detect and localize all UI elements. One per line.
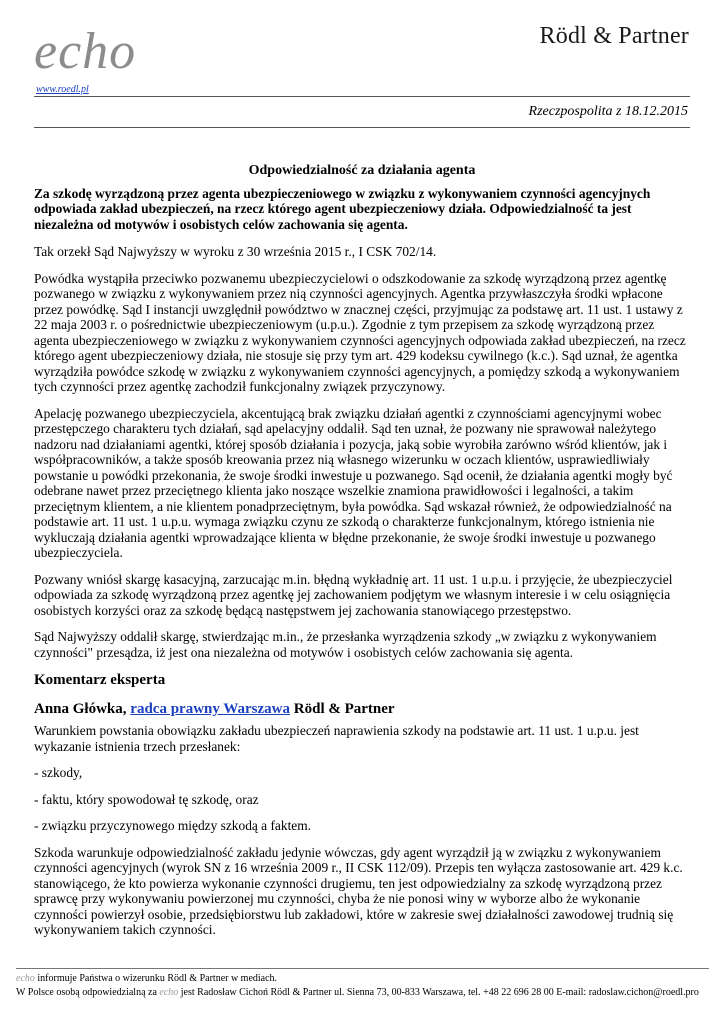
article-body — [34, 163, 690, 949]
footer-echo-mark: echo — [16, 973, 35, 984]
article-paragraph: Tak orzekł Sąd Najwyższy w wyroku z 30 września 2015 r., I CSK 702/14. — [34, 244, 437, 259]
header-divider — [34, 96, 690, 97]
footer-line-2-text: jest Radosław Cichoń Rödl & Partner ul. Sienna 73, 00-833 Warszawa, tel. +48 22 696 28 00 E-mail: radoslaw.cichon@roedl.pro — [180, 987, 699, 998]
comment-paragraph: Szkoda warunkuje odpowiedzialność zakładu jedynie wówczas, gdy agent wyrządził ją w związku z wykonywaniem czynności agencyjnych (wyrok SN z 16 września 2009 r., II CSK 112/09). Przepis ten wyłącza zastosowanie art. 429 k.c. stanowiącego, że kto powierza wykonanie czynności drugiemu, ten jest odpowiedzialny za szkodę wyrządzoną przez sprawcę przy wykonywaniu powierzonej mu czynności, chyba że nie ponosi winy w wyborze albo że wykonanie czynności powierzył osobie, przedsiębiorstwu lub zakładowi, które w zakresie swej działalności zawodowej trudnią się wykonywaniem takich czynności. — [34, 844, 683, 937]
comment-list-item: - szkody, — [34, 765, 83, 780]
comment-heading: Komentarz eksperta — [34, 672, 166, 688]
author-profile-link[interactable]: radca prawny Warszawa — [130, 701, 291, 717]
comment-paragraph: Warunkiem powstania obowiązku zakładu ubezpieczeń naprawienia szkody na podstawie art. 11 ust. 1 u.p.u. jest wykazanie istnienia trzech przesłanek: — [34, 723, 639, 754]
comment-author — [34, 701, 690, 718]
article-paragraph: Sąd Najwyższy oddalił skargę, stwierdzając m.in., że przesłanka wyrządzenia szkody „w związku z wykonywaniem czynności" przesądza, iż jest ona niezależna od motywów i osobistych celów zachowania się agenta. — [34, 629, 657, 660]
article-paragraph: Powódka wystąpiła przeciwko pozwanemu ubezpieczycielowi o odszkodowanie za szkodę wyrządzoną przez agentkę pozwanego w związku z wykonywaniem przez nią czynności agencyjnych. Agentka przywłaszczyła środki wpłacone przez powódkę. Sąd I instancji uwzględnił powództwo w znacznej części, przyjmując za podstawę art. 11 ust. 1 ustawy z 22 maja 2003 r. o pośrednictwie ubezpieczeniowym (u.p.u.). Zgodnie z tym przepisem za szkodę wyrządzoną przez agenta ubezpieczeniowego w związku z wykonywaniem czynności agencyjnych odpowiada zakład ubezpieczeń, na rzecz którego agent ubezpieczeniowy działa, nie stosuje się przy tym art. 429 kodeksu cywilnego (k.c.). Sąd uznał, że agentka wyrządziła powódce szkodę w związku z wykonywaniem czynności agencyjnych, a pomiędzy szkodą a wykonywaniem tych czynności przez agentkę zachodził funkcjonalny związek przyczynowy. — [34, 270, 686, 394]
footer-line-1 — [16, 972, 709, 986]
echo-logo: echo — [34, 23, 137, 80]
article-paragraph: Apelację pozwanego ubezpieczyciela, akcentującą brak związku działań agentki z czynnościami agencyjnymi wobec przestępczego charakteru tych działań, sąd apelacyjny oddalił. Sąd ten uznał, że pozwany nie sprawował należytego nadzoru nad działaniami agentki, której sposób działania i pozycja, jaką sobie wyrobiła zarówno wśród klientów, jak i współpracowników, a także sposób kreowania przez nią własnego wizerunku w oczach klientów, usprawiedliwiały powstanie u powódki przekonania, że swoje środki inwestuje u pozwanego. Sąd ocenił, że działania agentki mogły być odebrane nawet przez przeciętnego klienta jako noszące wszelkie znamiona prawidłowości i legalności, a takim przeciętnym klientem, a nie klientem ponadprzeciętnym, była powódka. Sąd wskazał również, że odpowiedzialność na podstawie art. 11 ust. 1 u.p.u. wymaga związku czynu ze szkodą o charakterze funkcjonalnym, którego istnienia nie wykluczają działania agentki wprowadzające klienta w błędne przekonanie, że swoje środki inwestuje u pozwanego ubezpieczyciela. — [34, 405, 673, 560]
article-title: Odpowiedzialność za działania agenta — [248, 163, 476, 178]
roedl-website-link[interactable]: www.roedl.pl — [36, 84, 89, 95]
comment-list-item: - faktu, który spowodował tę szkodę, oraz — [34, 791, 259, 807]
comment-list-item: - związku przyczynowego między szkodą a faktem. — [34, 818, 311, 833]
author-name: Anna Główka, — [34, 701, 127, 717]
footer-line-2-prefix: W Polsce osobą odpowiedzialną za — [16, 987, 157, 998]
article-lead: Za szkodę wyrządzoną przez agenta ubezpieczeniowego w związku z wykonywaniem czynności agencyjnych odpowiada zakład ubezpieczeń, na rzecz którego agent ubezpieczeniowy działa. Odpowiedzialność ta jest niezależna od motywów i osobistych celów zachowania się agenta. — [34, 185, 651, 232]
author-firm: Rödl & Partner — [293, 701, 395, 717]
footer-line-1-text: informuje Państwa o wizerunku Rödl & Partner w mediach. — [37, 973, 278, 984]
footer-line-2 — [16, 986, 709, 1000]
article-paragraph: Pozwany wniósł skargę kasacyjną, zarzucając m.in. błędną wykładnię art. 11 ust. 1 u.p.u. i przyjęcie, że ubezpieczyciel odpowiada za szkodę wyrządzoną przez agentkę jej zachowaniem podjętym we własnym interesie i w celu osiągnięcia osobistych korzyści oraz za szkodę będącą następstwem jej zachowania stanowiącego przestępstwo. — [34, 571, 673, 618]
source-divider — [34, 127, 690, 128]
rodl-partner-logo: Rödl & Partner — [539, 23, 689, 49]
source-date: Rzeczpospolita z 18.12.2015 — [528, 104, 688, 119]
page-footer — [16, 968, 709, 1000]
footer-echo-mark: echo — [159, 987, 179, 998]
